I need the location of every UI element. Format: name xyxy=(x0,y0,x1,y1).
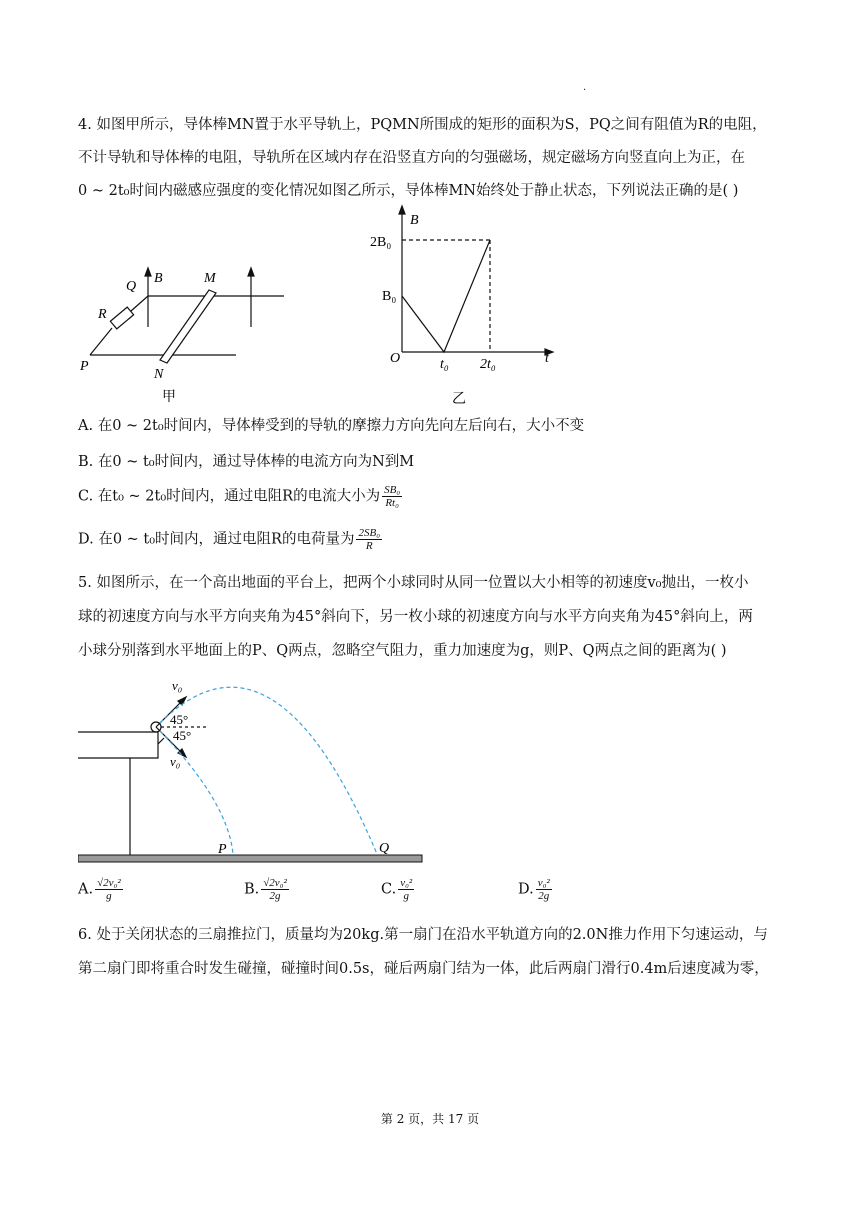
label-r: R xyxy=(98,307,107,322)
label-b: B xyxy=(154,271,163,286)
label-m: M xyxy=(204,271,216,286)
q4-option-d: D. 在0 ~ t₀时间内，通过电阻R的电荷量为 $\frac{\text{2SB₀}}{R}$ xyxy=(78,527,381,552)
fraction: $\frac{\text{SB₀}}{\text{Rt₀}}$ xyxy=(384,484,401,509)
axis-label-t: t xyxy=(545,351,549,366)
top-mark: . xyxy=(583,82,587,93)
figure-projectile xyxy=(78,672,428,868)
q4-option-a: A. 在0 ~ 2t₀时间内，导体棒受到的导轨的摩擦力方向先向左后向右，大小不变 xyxy=(78,418,585,434)
label-q: Q xyxy=(379,841,390,856)
tick-2b0: 2B₀ xyxy=(370,235,392,250)
fraction: $\frac{\text{√2v₀²}}{2g}$ xyxy=(263,877,287,902)
q5-option-a: A. $\frac{\text{√2v₀²}}{g}$ xyxy=(78,877,121,902)
label-n: N xyxy=(154,367,164,382)
label-v0-down: v₀ xyxy=(170,754,181,769)
q5-stem-line-3: 小球分别落到水平地面上的P、Q两点，忽略空气阻力，重力加速度为g，则P、Q两点之间的距离为( ) xyxy=(78,643,727,659)
q4-option-b: B. 在0 ~ t₀时间内，通过导体棒的电流方向为N到M xyxy=(78,454,415,470)
fraction: $\frac{\text{2SB₀}}{R}$ xyxy=(358,527,381,552)
figure-yi-b-t-graph xyxy=(362,200,562,408)
q5-option-d: D. $\frac{\text{v₀²}}{2g}$ xyxy=(518,877,550,902)
label-45-down: 45° xyxy=(173,728,192,743)
fraction: $\frac{\text{v₀²}}{g}$ xyxy=(400,877,413,902)
page-footer: 第 2 页，共 17 页 xyxy=(380,1112,480,1126)
label-p: P xyxy=(80,359,89,374)
caption-jia: 甲 xyxy=(162,390,176,405)
q4-stem-line-1: 4. 如图甲所示，导体棒MN置于水平导轨上，PQMN所围成的矩形的面积为S，PQ之间有阻值为R的电阻， xyxy=(78,117,767,133)
axis-label-b: B xyxy=(410,213,419,228)
q6-stem-line-1: 6. 处于关闭状态的三扇推拉门，质量均为20kg.第一扇门在沿水平轨道方向的2.0N推力作用下匀速运动，与 xyxy=(78,927,768,943)
q4-stem-line-3: 0 ~ 2t₀时间内磁感应强度的变化情况如图乙所示，导体棒MN始终处于静止状态，下列说法正确的是( ) xyxy=(78,183,739,199)
label-p: P xyxy=(218,842,227,857)
q5-option-b: B. $\frac{\text{√2v₀²}}{2g}$ xyxy=(244,877,287,902)
tick-t0: t₀ xyxy=(440,357,449,372)
figure-jia-rails-circuit xyxy=(78,262,298,407)
q6-stem-line-2: 第二扇门即将重合时发生碰撞，碰撞时间0.5s，碰后两扇门结为一体，此后两扇门滑行0.4m后速度减为零， xyxy=(78,961,769,977)
q5-stem-line-2: 球的初速度方向与水平方向夹角为45°斜向下，另一枚小球的初速度方向与水平方向夹角为45°斜向上，两 xyxy=(78,609,753,625)
q5-stem-line-1: 5. 如图所示，在一个高出地面的平台上，把两个小球同时从同一位置以大小相等的初速度v₀抛出，一枚小 xyxy=(78,575,749,591)
q4-stem-line-2: 不计导轨和导体棒的电阻，导轨所在区域内存在沿竖直方向的匀强磁场，规定磁场方向竖直向上为正，在 xyxy=(78,150,745,166)
label-v0-up: v₀ xyxy=(172,678,183,693)
label-45-up: 45° xyxy=(170,712,189,727)
fraction: $\frac{\text{v₀²}}{2g}$ xyxy=(537,877,550,902)
fraction: $\frac{\text{√2v₀²}}{g}$ xyxy=(97,877,121,902)
label-q: Q xyxy=(126,279,137,294)
caption-yi: 乙 xyxy=(452,392,466,407)
q4-option-c: C. 在t₀ ~ 2t₀时间内，通过电阻R的电流大小为 $\frac{\text{SB₀}}{\text{Rt₀}}$ xyxy=(78,484,401,509)
tick-2t0: 2t₀ xyxy=(480,357,496,372)
tick-b0: B₀ xyxy=(382,289,397,304)
origin-label: O xyxy=(390,351,401,366)
q5-option-c: C. $\frac{\text{v₀²}}{g}$ xyxy=(381,877,413,902)
